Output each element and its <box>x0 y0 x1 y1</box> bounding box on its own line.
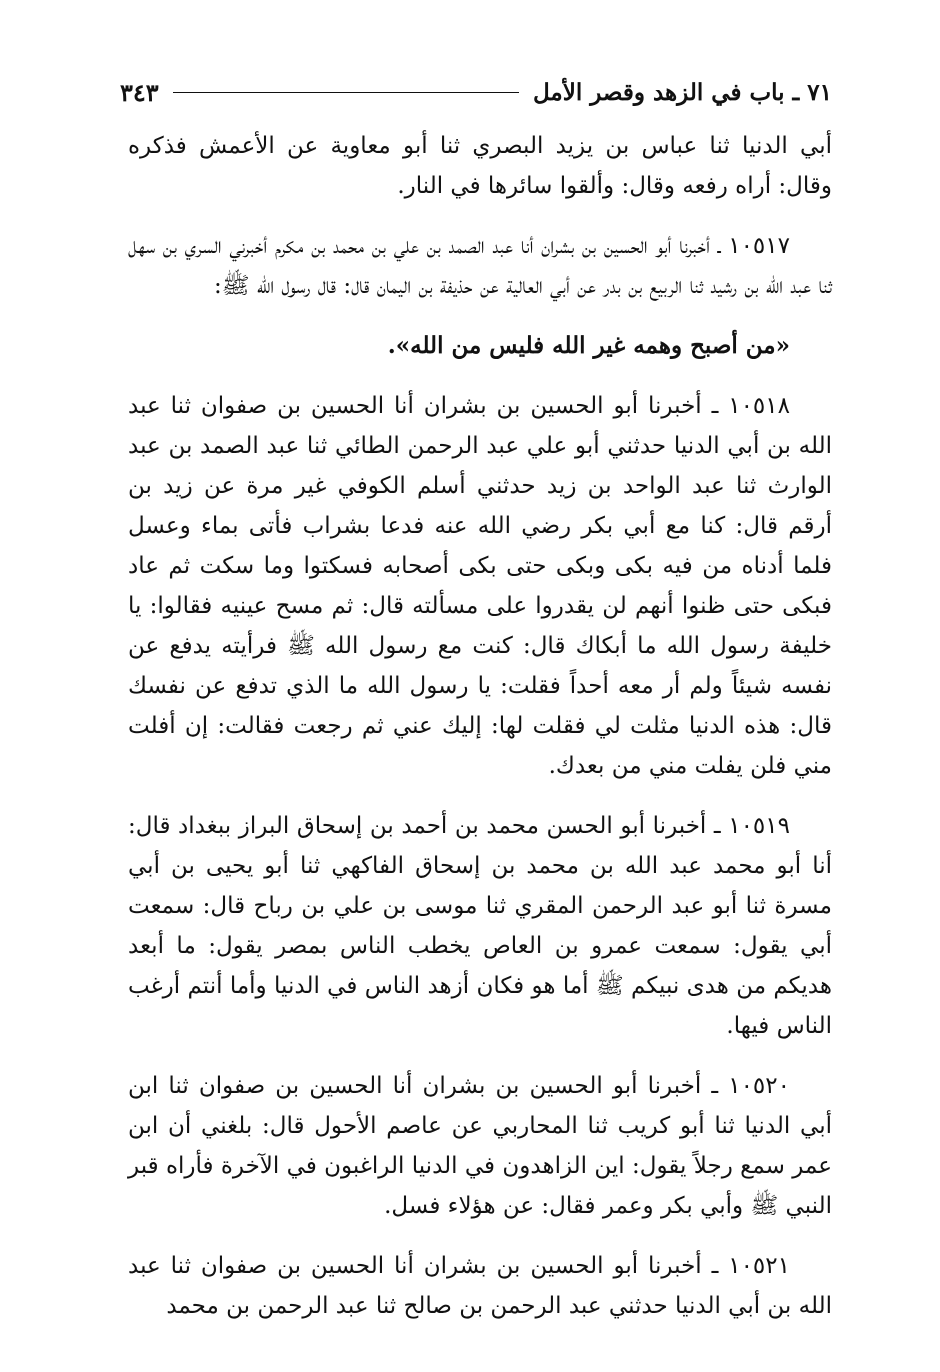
hadith-10519: ١٠٥١٩ ـ أخبرنا أبو الحسن محمد بن أحمد بن إسحاق البراز ببغداد قال: أنا أبو محمد عبد الله بن محمد بن إسحاق الفاكهي ثنا أبو يحيى بن أبي مسرة ثنا أبو عبد الرحمن المقري ثنا موسى بن علي بن رباح قال: سمعت أبي يقول: سمعت عمرو بن العاص يخطب الناس بمصر يقول: ما أبعد هديكم من هدى نبيكم ﷺ أما هو فكان أزهد الناس في الدنيا وأما أنتم أرغب الناس فيها. <box>128 813 832 1039</box>
hadith-quote: «من أصبح وهمه غير الله فليس من الله». <box>387 332 790 359</box>
hadith-10517: ١٠٥١٧ ـ أخبرنا أبو الحسين بن بشران أنا عبد الصمد بن علي بن محمد بن مكرم أخبرني السري بن سهل ثنا عبد الله بن رشيد ثنا الربيع بن بدر عن أبي العالية عن حذيفة بن اليمان قال: قال رسول الله ﷺ: <box>128 233 832 299</box>
paragraph: أبي الدنيا ثنا عباس بن يزيد البصري ثنا أبو معاوية عن الأعمش فذكره وقال: أراه رفعه وقال: وألقوا سائرها في النار. <box>128 133 832 199</box>
hadith-10520: ١٠٥٢٠ ـ أخبرنا أبو الحسين بن بشران أنا الحسين بن صفوان ثنا ابن أبي الدنيا ثنا أبو كريب ثنا المحاربي عن عاصم الأحول قال: بلغني أن ابن عمر سمع رجلاً يقول: اين الزاهدون في الدنيا الراغبون في الآخرة فأراه قبر النبي ﷺ وأبي بكر وعمر فقال: عن هؤلاء فسل. <box>128 1073 832 1219</box>
hadith-10518: ١٠٥١٨ ـ أخبرنا أبو الحسين بن بشران أنا الحسين بن صفوان ثنا عبد الله بن أبي الدنيا حدثني أبو علي عبد الرحمن الطائي ثنا عبد الصمد بن عبد الوارث ثنا عبد الواحد بن زيد حدثني أسلم الكوفي غير مرة عن زيد بن أرقم قال: كنا مع أبي بكر رضي الله عنه فدعا بشراب فأتى بماء وعسل فلما أدناه من فيه بكى وبكى حتى بكى أصحابه فسكتوا وما سكت ثم عاد فبكى حتى ظنوا أنهم لن يقدروا على مسألته قال: ثم مسح عينيه فقالوا: يا خليفة رسول الله ما أبكاك قال: كنت مع رسول الله ﷺ فرأيته يدفع عن نفسه شيئاً ولم أر معه أحداً فقلت: يا رسول الله ما الذي تدفع عن نفسك قال: هذه الدنيا مثلت لي فقلت لها: إليك عني ثم رجعت فقالت: إن أفلت مني فلن يفلت مني من بعدك. <box>128 393 832 779</box>
body-text <box>128 126 832 1346</box>
hadith-10521: ١٠٥٢١ ـ أخبرنا أبو الحسين بن بشران أنا الحسين بن صفوان ثنا عبد الله بن أبي الدنيا حدثني عبد الرحمن بن صالح ثنا عبد الرحمن بن محمد <box>128 1253 832 1319</box>
page-number: ٣٤٣ <box>120 77 159 107</box>
header-rule <box>173 92 519 93</box>
page-header <box>120 72 832 112</box>
chapter-title: ٧١ ـ باب في الزهد وقصر الأمل <box>532 78 832 106</box>
